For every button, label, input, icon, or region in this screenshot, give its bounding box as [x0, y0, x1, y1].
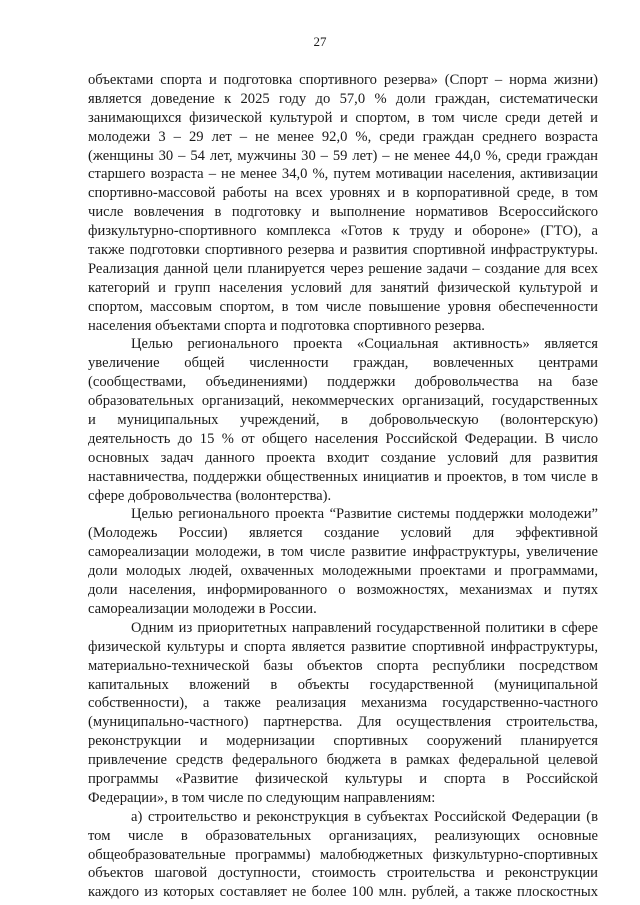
text-line: является доведение к 2025 году до 57,0 % доли граждан, систематически [88, 90, 598, 107]
text-line: Целью регионального проекта “Развитие системы поддержки молодежи” [131, 506, 598, 523]
text-line: реконструкции и модернизации спортивных сооружений планируется [88, 733, 598, 750]
text-line: физкультурно-спортивного комплекса «Готов к труду и обороне» (ГТО), а [88, 223, 598, 240]
text-line: самореализации молодежи, в том числе развитие инфраструктуры, увеличение [88, 544, 598, 561]
text-line: доли населения, информированного о возможностях, механизмах и путях [88, 582, 598, 599]
text-line: объектами спорта и подготовка спортивного резерва» (Спорт – норма жизни) [88, 72, 598, 88]
text-line: Реализация данной цели планируется через решение задачи – создание для всех [88, 260, 598, 277]
text-line: привлечение средств федерального бюджета в рамках федеральной целевой [88, 752, 598, 769]
text-line: доли молодых людей, охваченных молодежными проектами и программами, [88, 563, 598, 580]
text-line: Одним из приоритетных направлений государственной политики в сфере [131, 619, 598, 636]
text-line: физической культуры и спорта является развитие спортивной инфраструктуры, [88, 638, 598, 655]
text-line: общеобразовательные программы) малобюджетных физкультурно-спортивных [88, 846, 598, 863]
text-line: собственности), а также реализация механизма государственно-частного [88, 695, 598, 712]
paragraph-p4 [88, 619, 598, 808]
text-line: (муниципально-частного) партнерства. Для осуществления строительства, [88, 714, 598, 731]
text-line: (Молодежь России) является создание условий для эффективной [88, 525, 598, 542]
text-line: каждого из которых составляет не более 100 млн. рублей, а также плоскостных [88, 884, 598, 901]
text-line: Целью регионального проекта «Социальная активность» является [131, 336, 598, 353]
text-line: и муниципальных учреждений, в добровольческую (волонтерскую) [88, 412, 598, 429]
text-line: молодежи 3 – 29 лет – не менее 92,0 %, среди граждан среднего возраста [88, 128, 598, 145]
text-line: Федерации», в том числе по следующим направлениям: [88, 789, 436, 806]
text-line: также подготовки спортивного резерва и развития спортивной инфраструктуры. [88, 242, 598, 259]
page-number: 27 [313, 34, 327, 49]
paragraph-p1 [88, 71, 598, 335]
document-body [88, 71, 598, 902]
text-line: (женщины 30 – 54 лет, мужчины 30 – 59 лет) – не менее 44,0 %, среди граждан [88, 147, 598, 164]
text-line: самореализации молодежи в России. [88, 600, 317, 617]
paragraph-p3 [88, 505, 598, 618]
text-line: занимающихся физической культурой и спортом, в том числе среди детей и [88, 109, 598, 126]
text-line: капитальных вложений в объекты государственной (муниципальной [88, 676, 598, 693]
text-line: образовательных организаций, некоммерческих организаций, государственных [88, 393, 598, 410]
text-line: основных задач данного проекта входит создание условий для развития [88, 449, 598, 466]
text-line: спортом, массовым спортом, в том числе повышение уровня обеспеченности [88, 298, 598, 315]
paragraph-p2 [88, 335, 598, 505]
text-line: старшего возраста – не менее 34,0 %, путем мотивации населения, активизации [88, 166, 598, 183]
text-line: населения объектами спорта и подготовка спортивного резерва. [88, 317, 485, 334]
text-line: объектов шаговой доступности, стоимость строительства и реконструкции [88, 865, 598, 882]
paragraph-p5 [88, 808, 598, 902]
text-line: категорий и групп населения условий для занятий физической культурой и [88, 279, 598, 296]
text-line: том числе в образовательных организациях, реализующих основные [88, 827, 598, 844]
text-line: деятельность до 15 % от общего населения Российской Федерации. В число [88, 430, 598, 447]
text-line: сфере добровольчества (волонтерства). [88, 487, 332, 504]
text-line: программы «Развитие физической культуры и спорта в Российской [88, 770, 598, 787]
text-line: материально-технической базы объектов спорта республики посредством [88, 657, 598, 674]
text-line: числе вовлечения в подготовку и выполнение нормативов Всероссийского [88, 204, 598, 221]
text-line: увеличение общей численности граждан, вовлеченных центрами [88, 355, 598, 372]
text-line: (сообществами, объединениями) поддержки добровольчества на базе [88, 374, 598, 391]
text-line: а) строительство и реконструкция в субъектах Российской Федерации (в [131, 808, 598, 825]
text-line: спортивно-массовой работы на всех уровнях и в корпоративной среде, в том [88, 185, 598, 202]
text-line: наставничества, поддержки общественных инициатив и проектов, в том числе в [88, 468, 598, 485]
